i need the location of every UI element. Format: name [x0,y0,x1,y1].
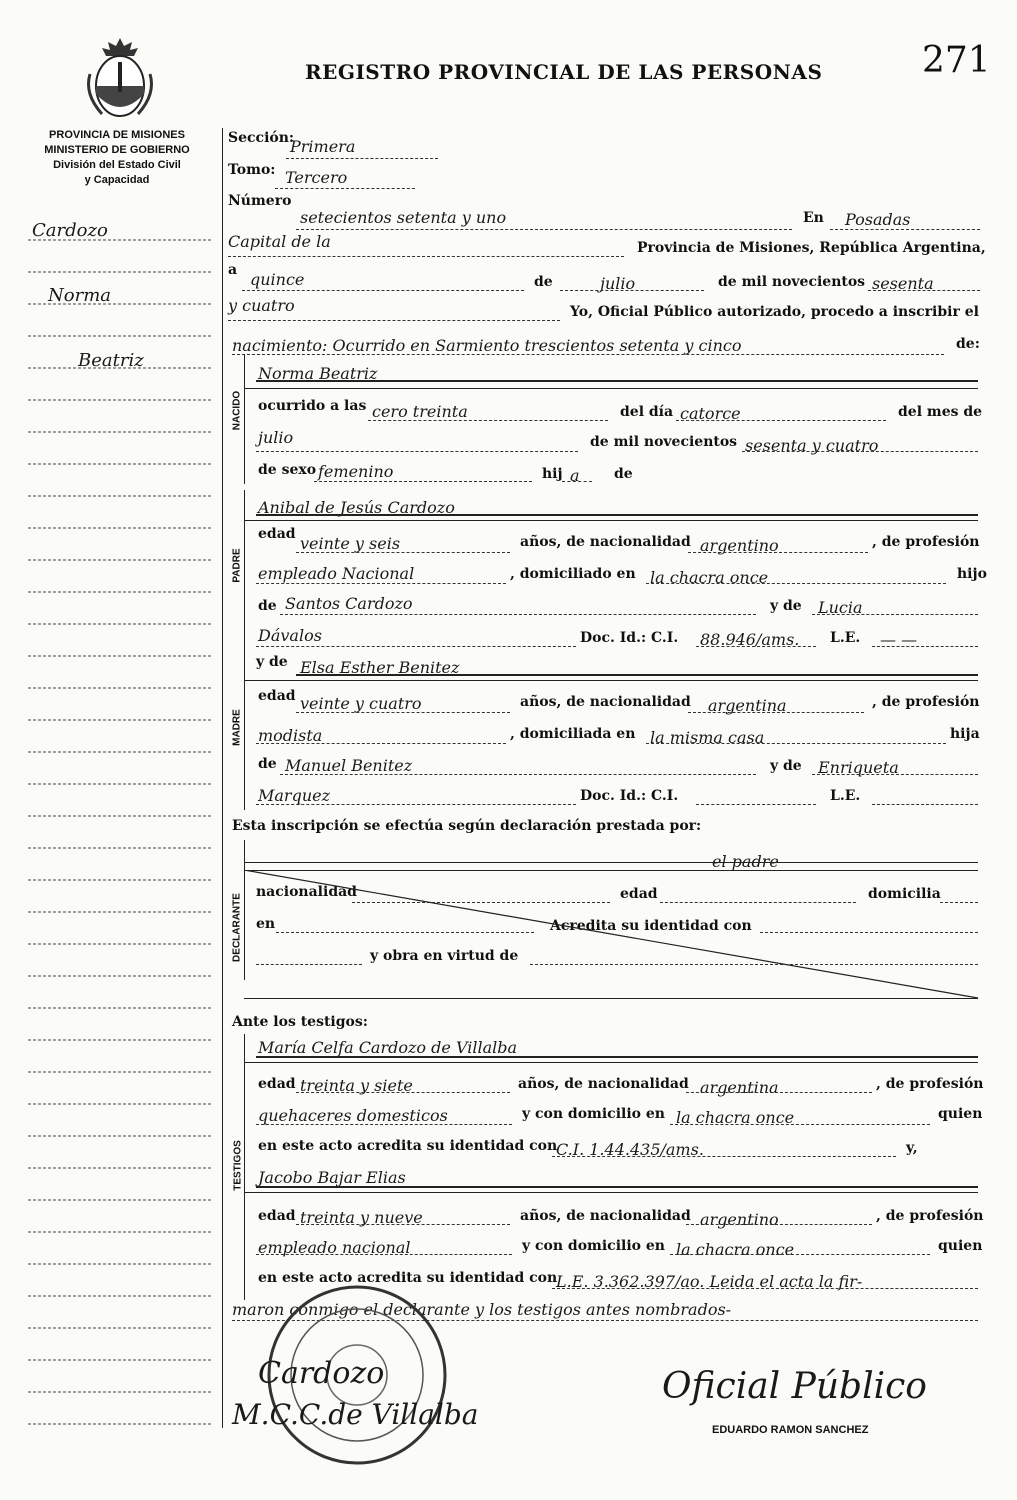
page-title: REGISTRO PROVINCIAL DE LAS PERSONAS [305,60,823,84]
seccion-label: Sección: [228,130,295,146]
official-stamp: EDUARDO RAMON SANCHEZ [712,1424,869,1436]
madre-profesion: modista [258,726,323,745]
t2-edad-label: edad [258,1208,296,1224]
testigo1-edad: treinta y siete [300,1076,413,1095]
numero-value: setecientos setenta y uno [300,208,507,227]
padre-nacionalidad: argentino [700,536,779,555]
t2-nac-label: años, de nacionalidad [520,1208,691,1224]
hij-label: hij [542,466,563,482]
hij-value: a [570,466,580,485]
declarante-acredita-label: Acredita su identidad con [550,918,752,934]
madre-prof-label: , de profesión [872,694,980,710]
padre-dom-label: , domiciliado en [510,566,636,582]
ocurrido-label: ocurrido a las [258,398,367,414]
t1-edad-label: edad [258,1076,296,1092]
tomo-value: Tercero [285,168,348,187]
madre-edad-label: edad [258,688,296,704]
t1-quien-label: quien [938,1106,983,1122]
padre-doc-value: 88.946/ams. [700,630,800,649]
margin-first-name: Norma [48,285,111,306]
padre-doc-label: Doc. Id.: C.I. [580,630,679,646]
abuelo-paterno: Santos Cardozo [285,594,413,613]
t2-quien-label: quien [938,1238,983,1254]
page-number: 271 [922,40,991,81]
padre-section-label: PADRE [231,548,243,583]
testigos-intro: Ante los testigos: [232,1014,368,1030]
mil-nacimiento-label: de mil novecientos [590,434,738,450]
anio-inscripcion-1: sesenta [872,274,934,293]
padre-hijo-label: hijo [957,566,987,582]
sexo-label: de sexo [258,462,317,478]
signature-official: Oficial Público [662,1366,927,1407]
abuela-materna-1: Enriqueta [818,758,899,777]
mes-inscripcion: julio [600,274,636,293]
abuela-paterna-2: Dávalos [258,626,322,645]
del-dia-label: del día [620,404,674,420]
issuer-capacity: y Capacidad [84,174,150,186]
sexo-value: femenino [318,462,394,481]
signature-cardozo: Cardozo [258,1356,385,1391]
en-value: Posadas [845,210,911,229]
issuer-division: División del Estado Civil [53,159,181,171]
testigo1-nacionalidad: argentina [700,1078,779,1097]
padre-le-value: — — [880,630,918,649]
t2-prof-label: , de profesión [876,1208,984,1224]
declarante-dom-label: domicilia [868,886,941,902]
t1-acredita-label: en este acto acredita su identidad con [258,1138,558,1154]
signature-villalba: M.C.C.de Villalba [232,1398,479,1431]
madre-edad: veinte y cuatro [300,694,422,713]
madre-nac-label: años, de nacionalidad [520,694,691,710]
anio-nacimiento: sesenta y cuatro [745,436,879,455]
testigo2-profesion: empleado nacional [258,1238,411,1257]
madre-de-label: de [258,756,277,772]
declarante-value: el padre [712,852,779,871]
closing-statement: maron conmigo el declarante y los testigos antes nombrados- [232,1300,732,1319]
abuela-paterna-1: Lucia [818,598,863,617]
padre-prof-label: , de profesión [872,534,980,550]
main-border [222,128,223,1428]
declarante-cancel-line [244,870,978,1000]
testigo1-domicilio: la chacra once [676,1108,795,1127]
hora-nacimiento: cero treinta [372,402,468,421]
margin-second-name: Beatriz [78,350,144,371]
padre-de-label: de [258,598,277,614]
declarante-nac-label: nacionalidad [256,884,357,900]
padre-le-label: L.E. [830,630,861,646]
t1-y-label: y, [906,1140,918,1156]
t2-acredita-label: en este acto acredita su identidad con [258,1270,558,1286]
madre-name: Elsa Esther Benitez [300,658,460,677]
dia-nacimiento: catorce [680,404,741,423]
madre-doc-label: Doc. Id.: C.I. [580,788,679,804]
madre-dom-label: , domiciliada en [510,726,636,742]
madre-domicilio: la misma casa [650,728,765,747]
declarante-en-label: en [256,916,276,932]
testigo1-doc: C.I. 1.44.435/ams. [556,1140,704,1159]
t1-prof-label: , de profesión [876,1076,984,1092]
de-colon: de: [956,336,980,352]
anio-inscripcion-2: y cuatro [228,296,295,315]
padre-nac-label: años, de nacionalidad [520,534,691,550]
abuela-materna-2: Marquez [258,786,331,805]
testigo2-nacionalidad: argentino [700,1210,779,1229]
madre-yde2-label: y de [770,758,802,774]
t1-nac-label: años, de nacionalidad [518,1076,689,1092]
t2-dom-label: y con domicilio en [522,1238,665,1254]
padre-edad-label: edad [258,526,296,542]
mil-label: de mil novecientos [718,274,866,290]
madre-section-label: MADRE [231,709,243,746]
testigo2-doc: L.E. 3.362.397/ao. Leida el acta la fir- [556,1272,863,1291]
issuer-ministry: MINISTERIO DE GOBIERNO [44,144,190,156]
t1-dom-label: y con domicilio en [522,1106,665,1122]
padre-edad: veinte y seis [300,534,401,553]
de-label: de [534,274,553,290]
testigo2-name: Jacobo Bajar Elias [258,1168,406,1187]
acto-value: nacimiento: Ocurrido en Sarmiento trescientos setenta y cinco [232,336,742,355]
declarante-obra-label: y obra en virtud de [370,948,519,964]
declarante-section-label: DECLARANTE [231,893,243,962]
testigos-section-label: TESTIGOS [232,1140,244,1191]
testigo1-name: María Celfa Cardozo de Villalba [258,1038,517,1057]
mes-nacimiento: julio [258,428,294,447]
madre-le-label: L.E. [830,788,861,804]
abuelo-materno: Manuel Benitez [285,756,413,775]
tomo-label: Tomo: [228,162,276,178]
margin-surname: Cardozo [32,220,108,241]
numero-label: Número [228,193,292,209]
issuer-province: PROVINCIA DE MISIONES [49,129,185,141]
del-mes-label: del mes de [898,404,983,420]
padre-name: Anibal de Jesús Cardozo [258,498,455,517]
dia-inscripcion: quince [250,270,305,289]
seccion-value: Primera [290,137,356,156]
testigo2-edad: treinta y nueve [300,1208,423,1227]
testigo2-domicilio: la chacra once [676,1240,795,1259]
a-label: a [228,262,238,278]
coat-of-arms-emblem [80,34,160,124]
issuer-block [22,128,212,188]
declarante-edad-label: edad [620,886,658,902]
testigo1-profesion: quehaceres domesticos [258,1106,448,1125]
margin-column [28,210,213,1480]
oficial-text: Yo, Oficial Público autorizado, procedo a inscribir el [570,304,979,320]
padre-domicilio: la chacra once [650,568,769,587]
padre-yde-label: y de [770,598,802,614]
provincia-text: Provincia de Misiones, República Argentina, [637,240,986,256]
madre-nacionalidad: argentina [708,696,787,715]
declarante-intro: Esta inscripción se efectúa según declaración prestada por: [232,818,702,834]
capital-value: Capital de la [228,232,331,251]
hij-de-label: de [614,466,633,482]
madre-yde-label: y de [256,654,288,670]
nacido-section-label: NACIDO [231,390,243,431]
en-label: En [803,210,824,226]
nacido-name: Norma Beatriz [258,364,378,383]
padre-profesion: empleado Nacional [258,564,415,583]
madre-hija-label: hija [950,726,980,742]
